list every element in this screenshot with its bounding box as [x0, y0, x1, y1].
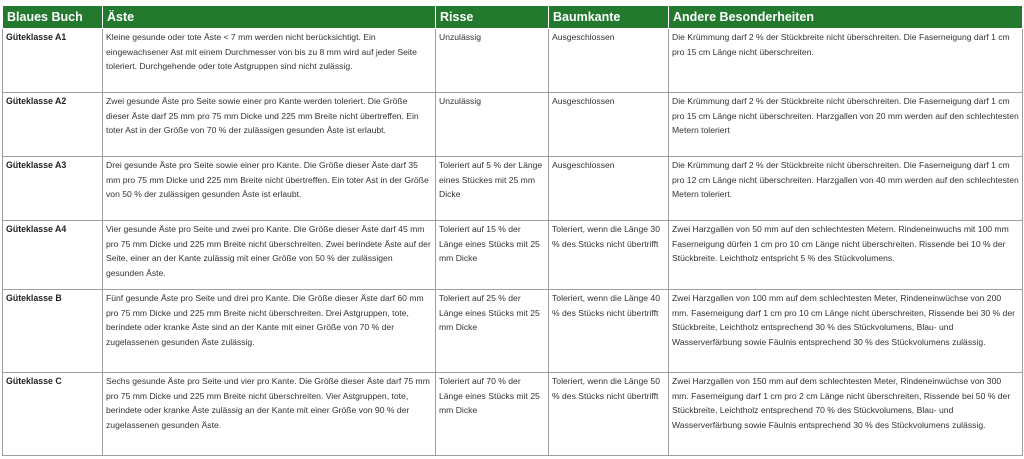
table-row [3, 290, 1023, 373]
baumkante-cell: Toleriert, wenn die Länge 40 % des Stücks nicht übertrifft [549, 290, 669, 373]
andere-cell: Die Krümmung darf 2 % der Stückbreite nicht überschreiten. Die Faserneigung darf 1 cm pro 15 cm Länge nicht überschreiten. Harzgallen von 20 mm werden auf den schlechtesten Metern toleriert [669, 93, 1023, 157]
table-row [3, 93, 1023, 157]
aeste-cell: Sechs gesunde Äste pro Seite und vier pro Kante. Die Größe dieser Äste darf 75 mm pro 75 mm Dicke und 225 mm Breite nicht überschreiten. Vier Astgruppen, tote, berindete oder kranke Äste zulässig an der Kante mit einer Größe von 90 % der zugelassenen gesunden Äste. [103, 373, 436, 456]
grade-cell: Güteklasse A2 [3, 93, 103, 157]
aeste-cell: Vier gesunde Äste pro Seite und zwei pro Kante. Die Größe dieser Äste darf 45 mm pro 75 mm Dicke und 225 mm Breite nicht überschreiten. Zwei berindete Äste auf der Seite, einer an der Kante zulässig mit einer Größe von 50 % der zulässigen gesunden Äste. [103, 221, 436, 290]
andere-cell: Zwei Harzgallen von 150 mm auf dem schlechtesten Meter, Rindeneinwüchse von 300 mm. Faserneigung darf 1 cm pro 2 cm Länge nicht überschreiten, Rissende bei 50 % der Stückbreite, Leichtholz entsprechend 70 % des Stückvolumens, Blau- und Wasserverfärbung sowie Fäulnis entsprechend 30 % des Stückvolumens zulässig. [669, 373, 1023, 456]
header-baumkante: Baumkante [549, 6, 669, 29]
baumkante-cell: Toleriert, wenn die Länge 30 % des Stücks nicht übertrifft [549, 221, 669, 290]
table-row [3, 157, 1023, 221]
andere-cell: Zwei Harzgallen von 50 mm auf den schlechtesten Metern. Rindeneinwuchs mit 100 mm Faserneigung dürfen 1 cm pro 10 cm Länge nicht überschreiten. Rissende bei 10 % der Stückbreite. Leichtholz entspricht 5 % des Stückvolumens. [669, 221, 1023, 290]
header-risse: Risse [436, 6, 549, 29]
table-row [3, 221, 1023, 290]
aeste-cell: Zwei gesunde Äste pro Seite sowie einer pro Kante werden toleriert. Die Größe dieser Äste darf 25 mm pro 75 mm Dicke und 225 mm Breite nicht übertreffen. Ein toter Ast in der Größe von 70 % der zulässigen gesunden Äste ist erlaubt. [103, 93, 436, 157]
header-row [3, 6, 1023, 29]
header-aeste: Äste [103, 6, 436, 29]
risse-cell: Toleriert auf 15 % der Länge eines Stücks mit 25 mm Dicke [436, 221, 549, 290]
grade-cell: Güteklasse A4 [3, 221, 103, 290]
grading-table-container [2, 5, 1022, 456]
baumkante-cell: Ausgeschlossen [549, 93, 669, 157]
aeste-cell: Kleine gesunde oder tote Äste < 7 mm werden nicht berücksichtigt. Ein eingewachsener Ast mit einem Durchmesser von bis zu 8 mm wird auf jeder Seite toleriert. Durchgehende oder tote Astgruppen sind nicht zulässig. [103, 29, 436, 93]
baumkante-cell: Toleriert, wenn die Länge 50 % des Stücks nicht übertrifft [549, 373, 669, 456]
grading-table [2, 5, 1023, 456]
grade-cell: Güteklasse A3 [3, 157, 103, 221]
risse-cell: Unzulässig [436, 29, 549, 93]
aeste-cell: Fünf gesunde Äste pro Seite und drei pro Kante. Die Größe dieser Äste darf 60 mm pro 75 mm Dicke und 225 mm Breite nicht überschreiten. Drei Astgruppen, tote, berindete oder kranke Äste sind an der Kante mit einer Größe von 70 % der zugelassenen gesunden Äste zulässig. [103, 290, 436, 373]
risse-cell: Toleriert auf 25 % der Länge eines Stücks mit 25 mm Dicke [436, 290, 549, 373]
risse-cell: Toleriert auf 5 % der Länge eines Stückes mit 25 mm Dicke [436, 157, 549, 221]
andere-cell: Zwei Harzgallen von 100 mm auf dem schlechtesten Meter, Rindeneinwüchse von 200 mm. Faserneigung darf 1 cm pro 10 cm Länge nicht überschreiten, Rissende bei 30 % der Stückbreite, Leichtholz entsprechend 30 % des Stückvolumens, Blau- und Wasserverfärbung sowie Fäulnis entsprechend 30 % des Stückvolumens zulässig. [669, 290, 1023, 373]
baumkante-cell: Ausgeschlossen [549, 157, 669, 221]
aeste-cell: Drei gesunde Äste pro Seite sowie einer pro Kante. Die Größe dieser Äste darf 35 mm pro 75 mm Dicke und 225 mm Breite nicht übertreffen. Ein toter Ast in der Größe von 50 % der zulässigen gesunden Äste ist erlaubt. [103, 157, 436, 221]
table-row [3, 373, 1023, 456]
grade-cell: Güteklasse B [3, 290, 103, 373]
table-row [3, 29, 1023, 93]
risse-cell: Unzulässig [436, 93, 549, 157]
risse-cell: Toleriert auf 70 % der Länge eines Stücks mit 25 mm Dicke [436, 373, 549, 456]
header-andere-besonderheiten: Andere Besonderheiten [669, 6, 1023, 29]
grade-cell: Güteklasse A1 [3, 29, 103, 93]
header-blaues-buch: Blaues Buch [3, 6, 103, 29]
baumkante-cell: Ausgeschlossen [549, 29, 669, 93]
grade-cell: Güteklasse C [3, 373, 103, 456]
andere-cell: Die Krümmung darf 2 % der Stückbreite nicht überschreiten. Die Faserneigung darf 1 cm pro 15 cm Länge nicht überschreiten. [669, 29, 1023, 93]
andere-cell: Die Krümmung darf 2 % der Stückbreite nicht überschreiten. Die Faserneigung darf 1 cm pro 12 cm Länge nicht überschreiten. Harzgallen von 40 mm werden auf den schlechtesten Metern toleriert. [669, 157, 1023, 221]
